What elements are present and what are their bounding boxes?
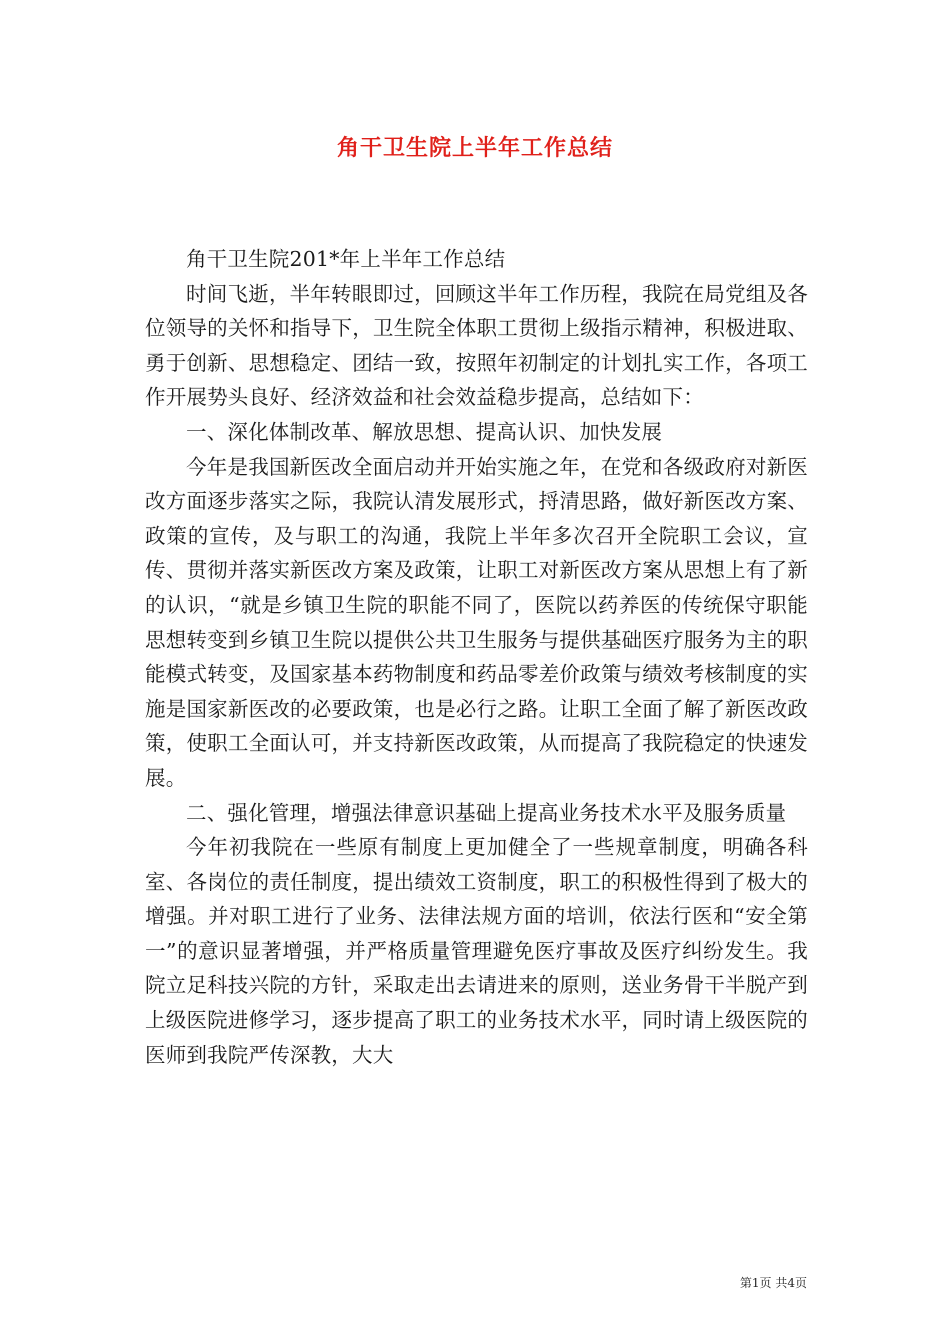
page-number-footer: 第1页 共4页	[739, 1276, 807, 1290]
paragraph-intro: 时间飞逝，半年转眼即过，回顾这半年工作历程，我院在局党组及各位领导的关怀和指导下，卫生院全体职工贯彻上级指示精神，积极进取、勇于创新、思想稳定、团结一致，按照年初制定的计划扎实工作，各项工作开展势头良好、经济效益和社会效益稳步提高，总结如下：	[145, 281, 808, 410]
paragraph-section-1: 今年是我国新医改全面启动并开始实施之年，在党和各级政府对新医改方面逐步落实之际，我院认清发展形式，捋清思路，做好新医改方案、政策的宣传，及与职工的沟通，我院上半年多次召开全院职工会议，宣传、贯彻并落实新医改方案及政策，让职工对新医改方案从思想上有了新的认识，“就是乡镇卫生院的职能不同了，医院以药养医的传统保守职能思想转变到乡镇卫生院以提供公共卫生服务与提供基础医疗服务为主的职能模式转变，及国家基本药物制度和药品零差价政策与绩效考核制度的实施是国家新医改的必要政策，也是必行之路。让职工全面了解了新医改政策，使职工全面认可，并支持新医改政策，从而提高了我院稳定的快速发展。	[145, 454, 808, 790]
paragraph-section-2: 今年初我院在一些原有制度上更加健全了一些规章制度，明确各科室、各岗位的责任制度，提出绩效工资制度，职工的积极性得到了极大的增强。并对职工进行了业务、法律法规方面的培训，依法行医和“安全第一”的意识显著增强，并严格质量管理避免医疗事故及医疗纠纷发生。我院立足科技兴院的方针，采取走出去请进来的原则，送业务骨干半脱产到上级医院进修学习，逐步提高了职工的业务技术水平，同时请上级医院的医师到我院严传深教，大大	[145, 835, 808, 1067]
document-title: 角干卫生院上半年工作总结	[336, 136, 613, 161]
document-body	[145, 242, 808, 1072]
document-subtitle: 角干卫生院201*年上半年工作总结	[186, 247, 506, 271]
section-heading-2: 二、强化管理，增强法律意识基础上提高业务技术水平及服务质量	[186, 800, 787, 825]
section-heading-1: 一、深化体制改革、解放思想、提高认识、加快发展	[186, 419, 663, 444]
